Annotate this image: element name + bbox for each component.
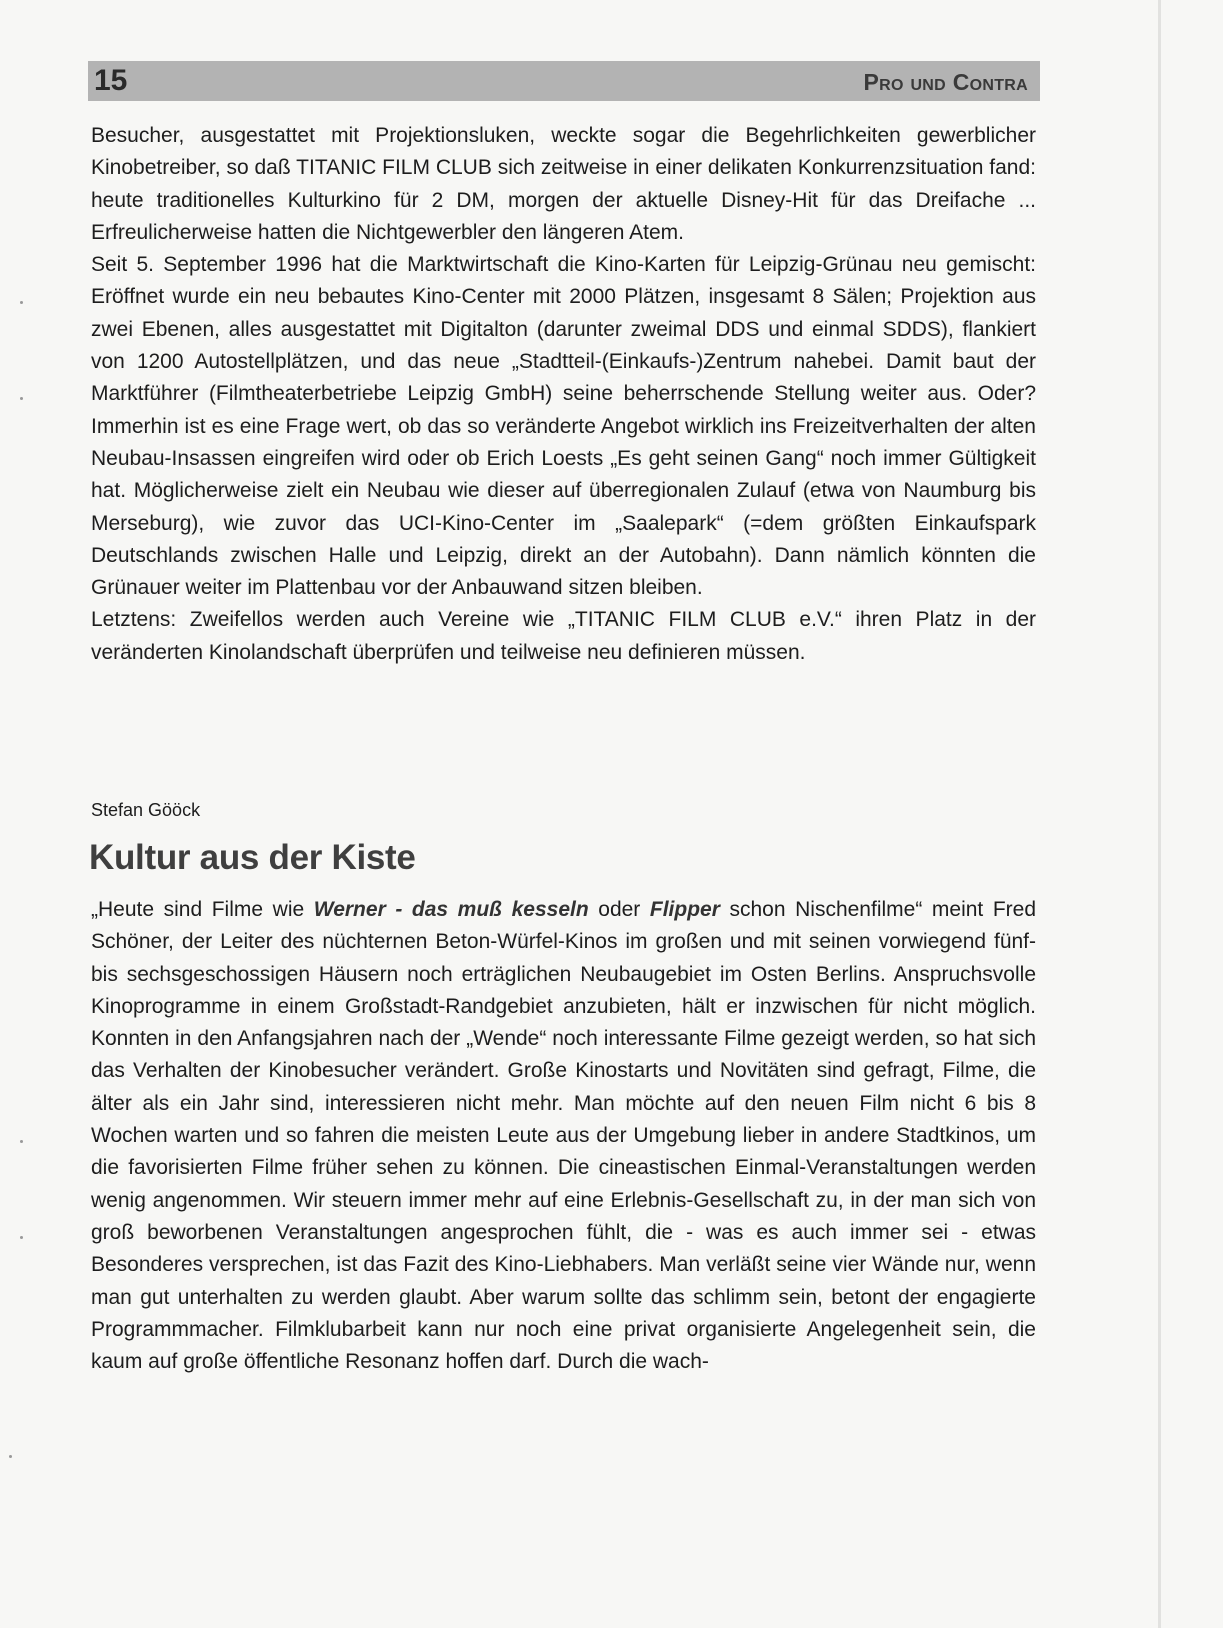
scan-speck: [20, 301, 23, 304]
scan-speck: [9, 1455, 12, 1458]
scan-speck: [20, 397, 23, 400]
article-1-paragraph-3: Letztens: Zweifellos werden auch Vereine wie „TITANIC FILM CLUB e.V.“ ihren Platz in der veränderten Kinolandschaft überprüfen und teilweise neu definieren müssen.: [91, 608, 1036, 664]
page-number: 15: [94, 64, 128, 97]
scan-speck: [20, 1140, 23, 1143]
quote-opening-text: „Heute sind Filme wie: [91, 898, 314, 921]
section-title: Pro und Contra: [863, 69, 1028, 95]
page-header-bar: [88, 61, 1040, 101]
article-2-main-text: schon Nischenfilme“ meint Fred Schöner, der Leiter des nüchternen Beton-Würfel-Kinos im großen und mit seinen vorwiegend fünf- bis sechsgeschossigen Häusern noch erträglichen Neubaugebiet im Osten Berlins. Anspruchsvolle Kinoprogramme in einem Großstadt-Randgebiet anzubieten, hält er inzwischen für nicht möglich. Konnten in den Anfangsjahren nach der „Wende“ noch interessante Filme gezeigt werden, so hat sich das Verhalten der Kinobesucher verändert. Große Kinostarts und Novitäten sind gefragt, Filme, die älter als ein Jahr sind, interessieren nicht mehr. Man möchte auf den neuen Film nicht 6 bis 8 Wochen warten und so fahren die meisten Leute aus der Umgebung lieber in andere Stadtkinos, um die favorisierten Filme früher sehen zu können. Die cineastischen Einmal-Veranstaltungen werden wenig angenommen. Wir steuern immer mehr auf eine Erlebnis-Gesellschaft zu, in der man sich von groß beworbenen Veranstaltungen angesprochen fühlt, die - was es auch immer sei - etwas Besonderes versprechen, ist das Fazit des Kino-Liebhabers. Man verläßt seine vier Wände nur, wenn man gut unterhalten zu werden glaubt. Aber warum sollte das schlimm sein, betont der engagierte Programmmacher. Filmklubarbeit kann nur noch eine privat organisierte Angelegenheit sein, die kaum auf große öffentliche Resonanz hoffen darf. Durch die wach-: [91, 898, 1037, 1374]
article-1-paragraph-1: Besucher, ausgestattet mit Projektionsluken, weckte sogar die Begehrlichkeiten gewerblicher Kinobetreiber, so daß TITANIC FILM CLUB sich zeitweise in einer delikaten Konkurrenzsituation fand: heute traditionelles Kulturkino für 2 DM, morgen der aktuelle Disney-Hit für das Dreifache ... Erfreulicherweise hatten die Nichtgewerbler den längeren Atem.: [91, 124, 1036, 244]
scan-speck: [20, 1236, 23, 1239]
article-2-headline: Kultur aus der Kiste: [89, 838, 416, 877]
article-2-body: [91, 894, 1036, 1378]
film-title-werner: Werner - das muß kesseln: [313, 898, 589, 921]
article-2-paragraph-1: [91, 894, 1036, 1378]
author-byline: Stefan Gööck: [91, 800, 201, 820]
film-title-flipper: Flipper: [649, 898, 720, 921]
article-1-paragraph-2: Seit 5. September 1996 hat die Marktwirtschaft die Kino-Karten für Leipzig-Grünau neu gemischt: Eröffnet wurde ein neu bebautes Kino-Center mit 2000 Plätzen, insgesamt 8 Sälen; Projektion aus zwei Ebenen, alles ausgestattet mit Digitalton (darunter zweimal DDS und einmal SDDS), flankiert von 1200 Autostellplätzen, und das neue „Stadtteil-(Einkaufs-)Zentrum nahebei. Damit baut der Marktführer (Filmtheaterbetriebe Leipzig GmbH) seine beherrschende Stellung weiter aus. Oder? Immerhin ist es eine Frage wert, ob das so veränderte Angebot wirklich ins Freizeitverhalten der alten Neubau-Insassen eingreifen wird oder ob Erich Loests „Es geht seinen Gang“ noch immer Gültigkeit hat. Möglicherweise zielt ein Neubau wie dieser auf überregionalen Zulauf (etwa von Naumburg bis Merseburg), wie zuvor das UCI-Kino-Center im „Saalepark“ (=dem größten Einkaufspark Deutschlands zwischen Halle und Leipzig, direkt an der Autobahn). Dann nämlich könnten die Grünauer weiter im Plattenbau vor der Anbauwand sitzen bleiben.: [91, 253, 1036, 600]
connector-text: oder: [588, 898, 650, 921]
article-1-body: [91, 120, 1036, 669]
page-edge-shadow: [1158, 0, 1161, 1628]
